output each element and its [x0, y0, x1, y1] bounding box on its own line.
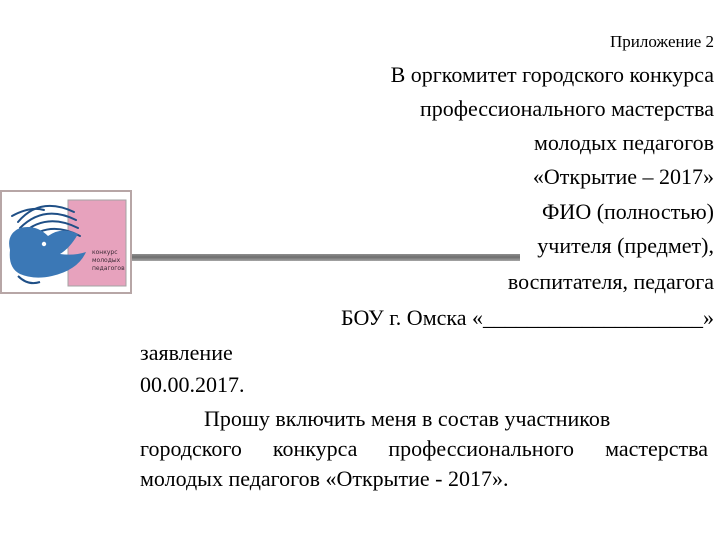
svg-text:конкурс: конкурс [92, 249, 118, 256]
header-line-1: В оргкомитет городского конкурса [390, 62, 714, 87]
header-line-5: ФИО (полностью) [542, 199, 714, 224]
header-line-2: профессионального мастерства [419, 96, 714, 121]
request-paragraph [140, 404, 708, 494]
header-line-6: учителя (предмет), [537, 233, 714, 258]
paragraph-line-2: городского конкурса профессионального мастерства [140, 436, 708, 461]
logo-pink-panel [68, 200, 126, 286]
header-line-4: «Открытие – 2017» [532, 164, 714, 189]
document-title: заявление [140, 340, 233, 365]
header-line-3: молодых педагогов [534, 130, 714, 155]
svg-text:молодых: молодых [92, 257, 121, 264]
contest-logo [0, 190, 132, 294]
header-line-7: воспитателя, педагога [507, 269, 714, 294]
document-date: 00.00.2017. [140, 372, 245, 397]
svg-text:педагогов: педагогов [92, 265, 125, 272]
paragraph-line-3: молодых педагогов «Открытие - 2017». [140, 466, 509, 491]
dove-with-book-icon [0, 190, 132, 294]
appendix-label: Приложение 2 [610, 32, 714, 51]
header-line-8: БОУ г. Омска «____________________» [341, 305, 714, 330]
paragraph-line-1: Прошу включить меня в состав участников [204, 406, 611, 431]
decorative-rule [132, 254, 520, 261]
